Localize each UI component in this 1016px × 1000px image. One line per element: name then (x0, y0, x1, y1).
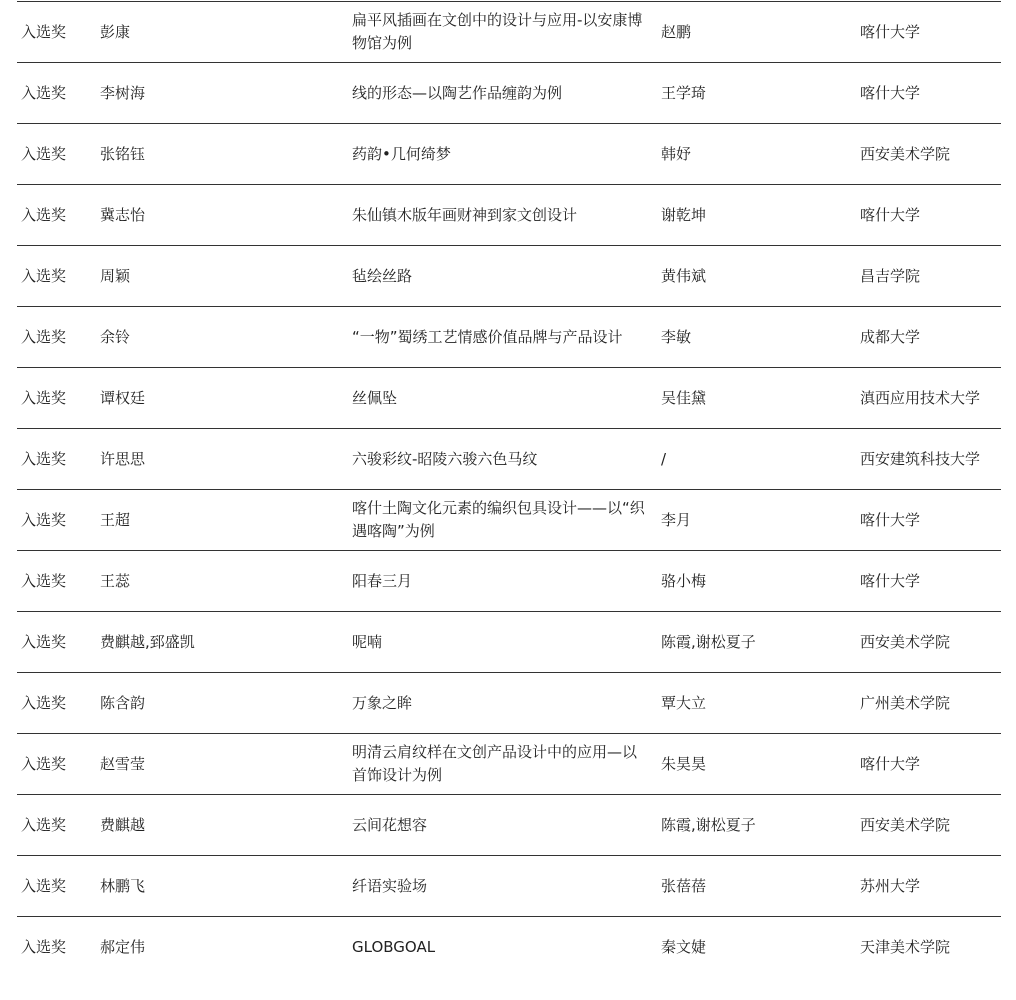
award-level-cell: 入选奖 (21, 937, 67, 956)
work-title-cell: “一物”蜀绣工艺情感价值品牌与产品设计 (348, 307, 657, 368)
table-row (17, 612, 1001, 673)
work-title-cell: 云间花想容 (348, 795, 657, 856)
author-cell: 林鹏飞 (96, 856, 348, 917)
table-row (17, 246, 1001, 307)
award-level-cell: 入选奖 (17, 2, 96, 63)
award-level-cell: 入选奖 (17, 734, 96, 795)
table-row (17, 124, 1001, 185)
author-cell: 谭权廷 (96, 368, 348, 429)
tutor-cell: 李敏 (657, 307, 856, 368)
work-title-cell: 扁平风插画在文创中的设计与应用-以安康博物馆为例 (348, 2, 657, 63)
tutor-cell: 吴佳黛 (657, 368, 856, 429)
author-cell: 陈含韵 (96, 673, 348, 734)
school-cell: 喀什大学 (856, 2, 1001, 63)
tutor-cell: 张蓓蓓 (657, 856, 856, 917)
work-title-cell: 六骏彩纹-昭陵六骏六色马纹 (348, 429, 657, 490)
tutor-cell: 朱昊昊 (657, 734, 856, 795)
work-title-cell: 药韵•几何绮梦 (348, 124, 657, 185)
work-title-cell: 丝佩坠 (348, 368, 657, 429)
table-row (17, 734, 1001, 795)
award-level-cell: 入选奖 (17, 856, 96, 917)
award-level-cell: 入选奖 (17, 673, 96, 734)
table-row (17, 856, 1001, 917)
school-cell: 西安美术学院 (856, 795, 1001, 856)
school-cell: 天津美术学院 (860, 937, 951, 956)
tutor-cell: 陈霞,谢松夏子 (657, 612, 856, 673)
school-cell: 苏州大学 (856, 856, 1001, 917)
tutor-cell: 骆小梅 (657, 551, 856, 612)
table-row (17, 63, 1001, 124)
school-cell: 喀什大学 (856, 63, 1001, 124)
school-cell: 滇西应用技术大学 (856, 368, 1001, 429)
author-cell: 赵雪莹 (96, 734, 348, 795)
award-level-cell: 入选奖 (17, 429, 96, 490)
table-row (17, 2, 1001, 63)
tutor-cell: 李月 (657, 490, 856, 551)
award-level-cell: 入选奖 (17, 307, 96, 368)
author-cell: 郝定伟 (100, 937, 146, 956)
award-level-cell: 入选奖 (17, 612, 96, 673)
school-cell: 成都大学 (856, 307, 1001, 368)
award-level-cell: 入选奖 (17, 368, 96, 429)
author-cell: 余铃 (96, 307, 348, 368)
award-level-cell: 入选奖 (17, 63, 96, 124)
award-level-cell: 入选奖 (17, 124, 96, 185)
table-row (17, 429, 1001, 490)
work-title-cell: 纤语实验场 (348, 856, 657, 917)
author-cell: 许思思 (96, 429, 348, 490)
tutor-cell: / (657, 429, 856, 490)
tutor-cell: 韩妤 (657, 124, 856, 185)
table-row (17, 551, 1001, 612)
school-cell: 西安美术学院 (856, 124, 1001, 185)
school-cell: 喀什大学 (856, 551, 1001, 612)
work-title-cell: 喀什土陶文化元素的编织包具设计——以“织遇喀陶”为例 (348, 490, 657, 551)
table-row (17, 185, 1001, 246)
author-cell: 李树海 (96, 63, 348, 124)
table-row (17, 673, 1001, 734)
school-cell: 西安美术学院 (856, 612, 1001, 673)
tutor-cell: 陈霞,谢松夏子 (657, 795, 856, 856)
author-cell: 王蕊 (96, 551, 348, 612)
table-row (17, 368, 1001, 429)
tutor-cell: 黄伟斌 (657, 246, 856, 307)
tutor-cell: 谢乾坤 (657, 185, 856, 246)
tutor-cell: 王学琦 (657, 63, 856, 124)
school-cell: 喀什大学 (856, 490, 1001, 551)
author-cell: 费麒越,郅盛凯 (96, 612, 348, 673)
tutor-cell: 覃大立 (657, 673, 856, 734)
table-row (17, 490, 1001, 551)
tutor-cell: 赵鹏 (657, 2, 856, 63)
school-cell: 广州美术学院 (856, 673, 1001, 734)
work-title-cell: 万象之眸 (348, 673, 657, 734)
author-cell: 冀志怡 (96, 185, 348, 246)
award-level-cell: 入选奖 (17, 246, 96, 307)
work-title-cell: 线的形态—以陶艺作品缠韵为例 (348, 63, 657, 124)
award-level-cell: 入选奖 (17, 795, 96, 856)
table-row (17, 307, 1001, 368)
award-level-cell: 入选奖 (17, 185, 96, 246)
school-cell: 喀什大学 (856, 734, 1001, 795)
school-cell: 西安建筑科技大学 (856, 429, 1001, 490)
work-title-cell: 明清云肩纹样在文创产品设计中的应用—以首饰设计为例 (348, 734, 657, 795)
school-cell: 昌吉学院 (856, 246, 1001, 307)
work-title-cell: 毡绘丝路 (348, 246, 657, 307)
tutor-cell: 秦文婕 (661, 937, 707, 956)
table-row (17, 917, 1001, 978)
work-title-cell: 阳春三月 (348, 551, 657, 612)
author-cell: 费麒越 (96, 795, 348, 856)
work-title-cell: 呢喃 (348, 612, 657, 673)
table-row (17, 795, 1001, 856)
author-cell: 周颖 (96, 246, 348, 307)
author-cell: 王超 (96, 490, 348, 551)
author-cell: 张铭钰 (96, 124, 348, 185)
award-level-cell: 入选奖 (17, 551, 96, 612)
award-list-table (17, 1, 1001, 977)
work-title-cell: 朱仙镇木版年画财神到家文创设计 (348, 185, 657, 246)
award-level-cell: 入选奖 (17, 490, 96, 551)
school-cell: 喀什大学 (856, 185, 1001, 246)
work-title-cell: GLOBGOAL (352, 937, 436, 956)
author-cell: 彭康 (96, 2, 348, 63)
